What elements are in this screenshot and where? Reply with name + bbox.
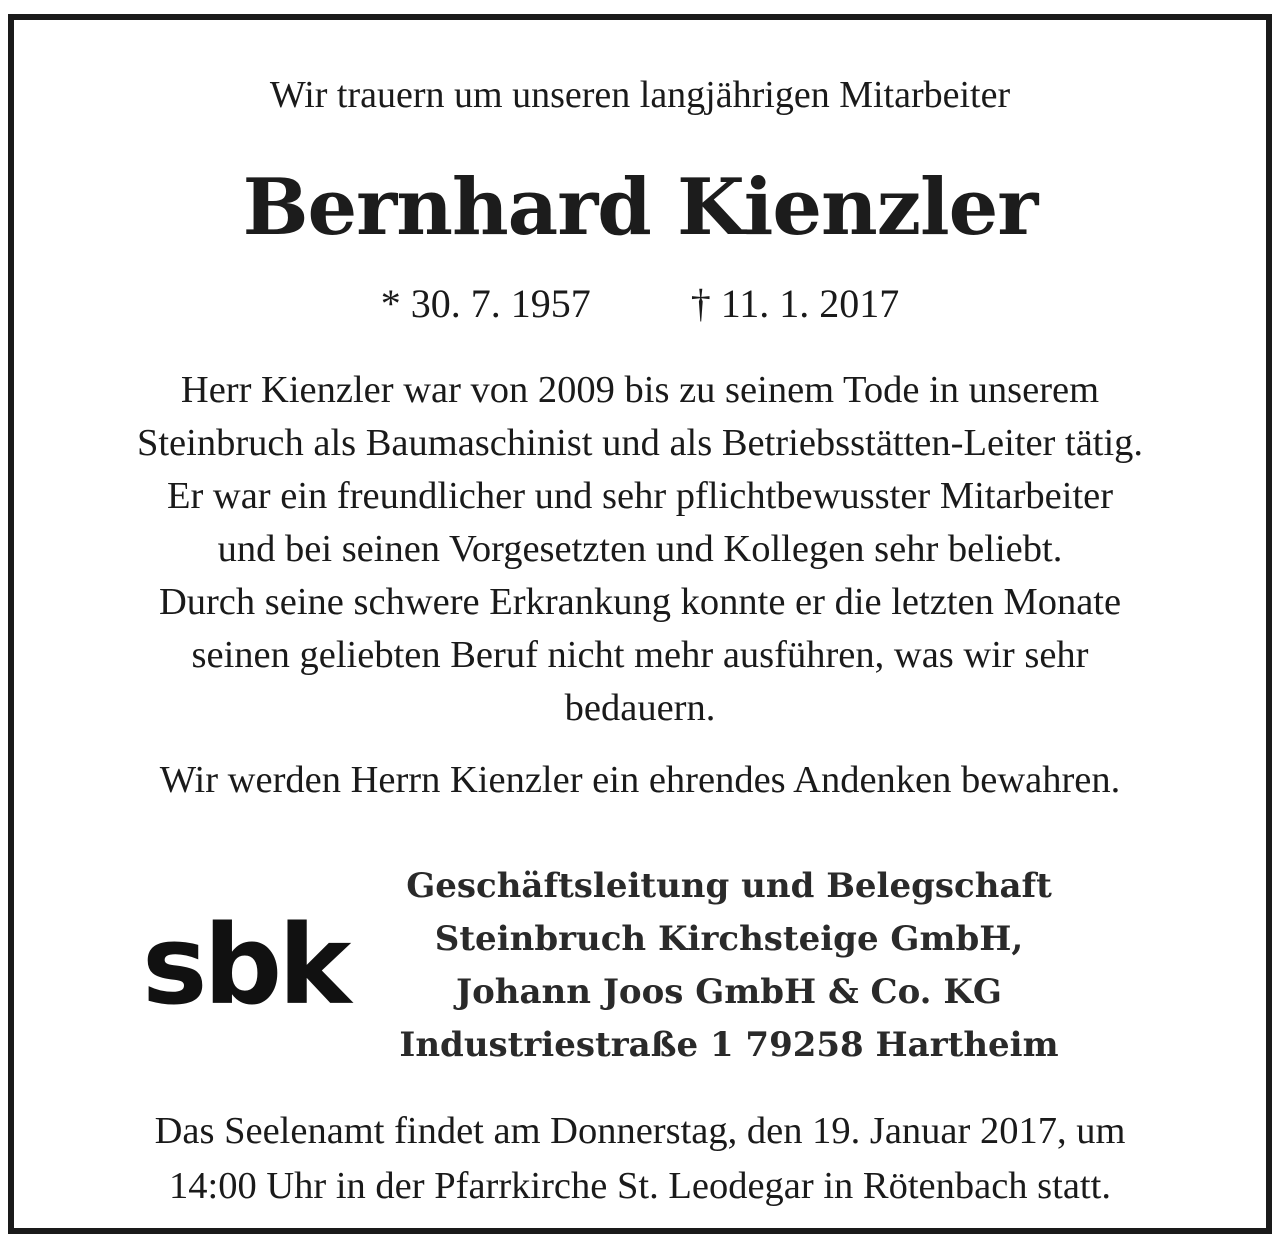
signature-line: Johann Joos GmbH & Co. KG: [456, 972, 1002, 1012]
body-line: Durch seine schwere Erkrankung konnte er die letzten Monate: [158, 581, 1122, 623]
life-dates: [14, 278, 1266, 330]
intro-line: Wir trauern um unseren langjährigen Mitarbeiter: [269, 74, 1011, 116]
birth-date: * 30. 7. 1957: [380, 281, 591, 326]
memory-line: Wir werden Herrn Kienzler ein ehrendes Andenken bewahren.: [159, 759, 1121, 801]
company-logo: sbk: [142, 901, 348, 1029]
death-date: † 11. 1. 2017: [690, 281, 900, 326]
body-line: und bei seinen Vorgesetzten und Kollegen sehr beliebt.: [217, 528, 1063, 570]
signature-line: Steinbruch Kirchsteige GmbH,: [434, 919, 1024, 959]
signature-line: Geschäftsleitung und Belegschaft: [406, 866, 1052, 906]
body-line: seinen geliebten Beruf nicht mehr ausführen, was wir sehr: [191, 634, 1089, 676]
service-line: 14:00 Uhr in der Pfarrkirche St. Leodegar in Rötenbach statt.: [169, 1165, 1111, 1207]
service-line: Das Seelenamt findet am Donnerstag, den 19. Januar 2017, um: [154, 1110, 1126, 1152]
body-line: bedauern.: [564, 687, 716, 729]
signature-line: Industriestraße 1 79258 Hartheim: [399, 1025, 1059, 1065]
funeral-service-info: [14, 1104, 1266, 1214]
obituary-frame: [8, 14, 1272, 1234]
body-line: Er war ein freundlicher und sehr pflichtbewusster Mitarbeiter: [166, 475, 1114, 517]
body-line: Steinbruch als Baumaschinist und als Betriebsstätten-Leiter tätig.: [136, 422, 1144, 464]
body-line: Herr Kienzler war von 2009 bis zu seinem Tode in unserem: [180, 369, 1100, 411]
deceased-name: Bernhard Kienzler: [242, 162, 1038, 253]
obituary-body: [14, 364, 1266, 735]
signature-block: [344, 860, 1114, 1072]
